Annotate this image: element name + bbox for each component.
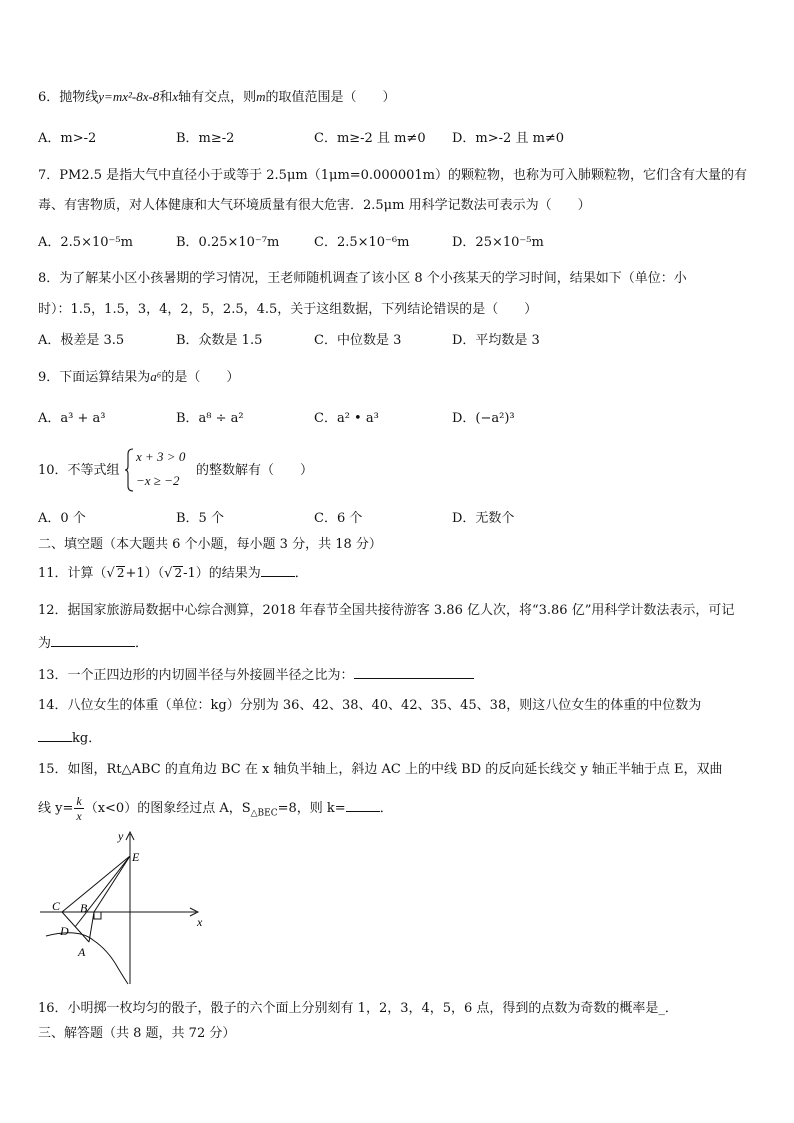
q7-option-b: B．0.25×10⁻⁷m [176, 235, 280, 250]
q10-stem-post: 的整数解有（ ） [196, 463, 314, 478]
q9-stem: 9．下面运算结果为a⁶的是（ ） [38, 369, 240, 385]
q12-stem-line1: 12．据国家旅游局数据中心综合测算，2018 年春节全国共接待游客 3.86 亿人次，将“3.86 亿”用科学计数法表示，可记 [38, 603, 735, 618]
q10-option-b: B．5 个 [176, 511, 224, 526]
q14-stem-line1: 14．八位女生的体重（单位：kg）分别为 36、42、38、40、42、35、45、38，则这八位女生的体重的中位数为 [38, 698, 702, 713]
q12-stem-line2: 为 ． [38, 636, 149, 651]
label-e: E [132, 850, 140, 864]
segment-ab [89, 912, 94, 942]
q10-inequality-1: x + 3 > 0 [136, 449, 186, 464]
q8-option-b: B．众数是 1.5 [176, 333, 263, 348]
q8-option-c: C．中位数是 3 [314, 333, 402, 348]
q7-option-d: D．25×10⁻⁵m [452, 235, 544, 250]
q6-option-b: B．m≥-2 [176, 131, 235, 146]
q10-option-c: C．6 个 [314, 511, 363, 526]
q7-stem-line2: 毒、有害物质，对人体健康和大气环境质量有很大危害．2.5μm 用科学记数法可表示为（ ） [38, 198, 591, 213]
q10-brace-icon [124, 448, 134, 492]
q7-stem-line1: 7．PM2.5 是指大气中直径小于或等于 2.5μm（1μm=0.000001m）的颗粒物，也称为可入肺颗粒物，它们含有大量的有 [38, 168, 748, 183]
q7-option-c: C．2.5×10⁻⁶m [314, 235, 410, 250]
q13-stem: 13．一个正四边形的内切圆半径与外接圆半径之比为： [38, 666, 474, 685]
section-3-heading: 三、解答题（共 8 题，共 72 分） [38, 1026, 236, 1041]
q15-stem-line2: 线 y= $\frac{k}{x}$ （x<0）的图象经过点 A，$S_{\triangle BEC}=8$，则 k= ． [38, 794, 393, 823]
label-d: D [60, 924, 69, 938]
q11-stem: 11．计算（√ 2+1）（√ 2-1）的结果为 ． [38, 566, 308, 581]
q15-stem-line1: 15．如图，Rt△ABC 的直角边 BC 在 x 轴负半轴上，斜边 AC 上的中线 BD 的反向延长线交 y 轴正半轴于点 E，双曲 [38, 762, 723, 777]
q7-option-a: A．2.5×10⁻⁵m [38, 235, 133, 250]
label-b: B [80, 901, 88, 915]
q10-inequality-2: −x ≥ −2 [136, 473, 180, 488]
label-a: A [78, 945, 86, 959]
segment-ce [62, 856, 130, 912]
segment-de [75, 856, 130, 927]
section-2-heading: 二、填空题（本大题共 6 个小题，每小题 3 分，共 18 分） [38, 537, 382, 552]
q8-option-a: A．极差是 3.5 [38, 333, 125, 348]
label-c: C [52, 899, 61, 913]
q8-stem-line1: 8．为了解某小区小孩暑期的学习情况，王老师随机调查了该小区 8 个小孩某天的学习时间，结果如下（单位：小 [38, 271, 687, 286]
q6-option-c: C．m≥-2 且 m≠0 [314, 131, 426, 146]
q14-stem-line2: kg． [38, 729, 101, 748]
q9-option-b: B．a⁸ ÷ a² [176, 411, 244, 426]
q9-option-a: A．a³ + a³ [38, 411, 106, 426]
right-angle-mark [94, 912, 101, 919]
q6-stem: 6．抛物线y=mx²-8x-8和x轴有交点，则m的取值范围是（ ） [38, 89, 396, 105]
q10-option-a: A．0 个 [38, 511, 86, 526]
q8-option-d: D．平均数是 3 [452, 333, 540, 348]
q6-option-a: A．m>-2 [38, 131, 97, 146]
q16-stem: 16．小明掷一枚均匀的骰子，骰子的六个面上分别刻有 1，2，3，4，5，6 点，得到的点数为奇数的概率是_． [38, 1001, 678, 1016]
q10-stem-pre: 10．不等式组 [38, 463, 120, 478]
q9-option-d: D．(−a²)³ [452, 411, 515, 426]
q6-option-d: D．m>-2 且 m≠0 [452, 131, 565, 146]
q15-figure [38, 828, 208, 988]
label-y: y [118, 829, 124, 843]
q8-stem-line2: 时）：1.5，1.5，3，4，2，5，2.5，4.5，关于这组数据，下列结论错误的是（ ） [38, 302, 538, 317]
segment-be [94, 856, 130, 912]
q10-option-d: D．无数个 [452, 511, 515, 526]
label-x: x [197, 915, 203, 929]
q15-fraction: $\frac{k}{x}$ [76, 794, 82, 823]
q9-option-c: C．a² • a³ [314, 411, 379, 426]
